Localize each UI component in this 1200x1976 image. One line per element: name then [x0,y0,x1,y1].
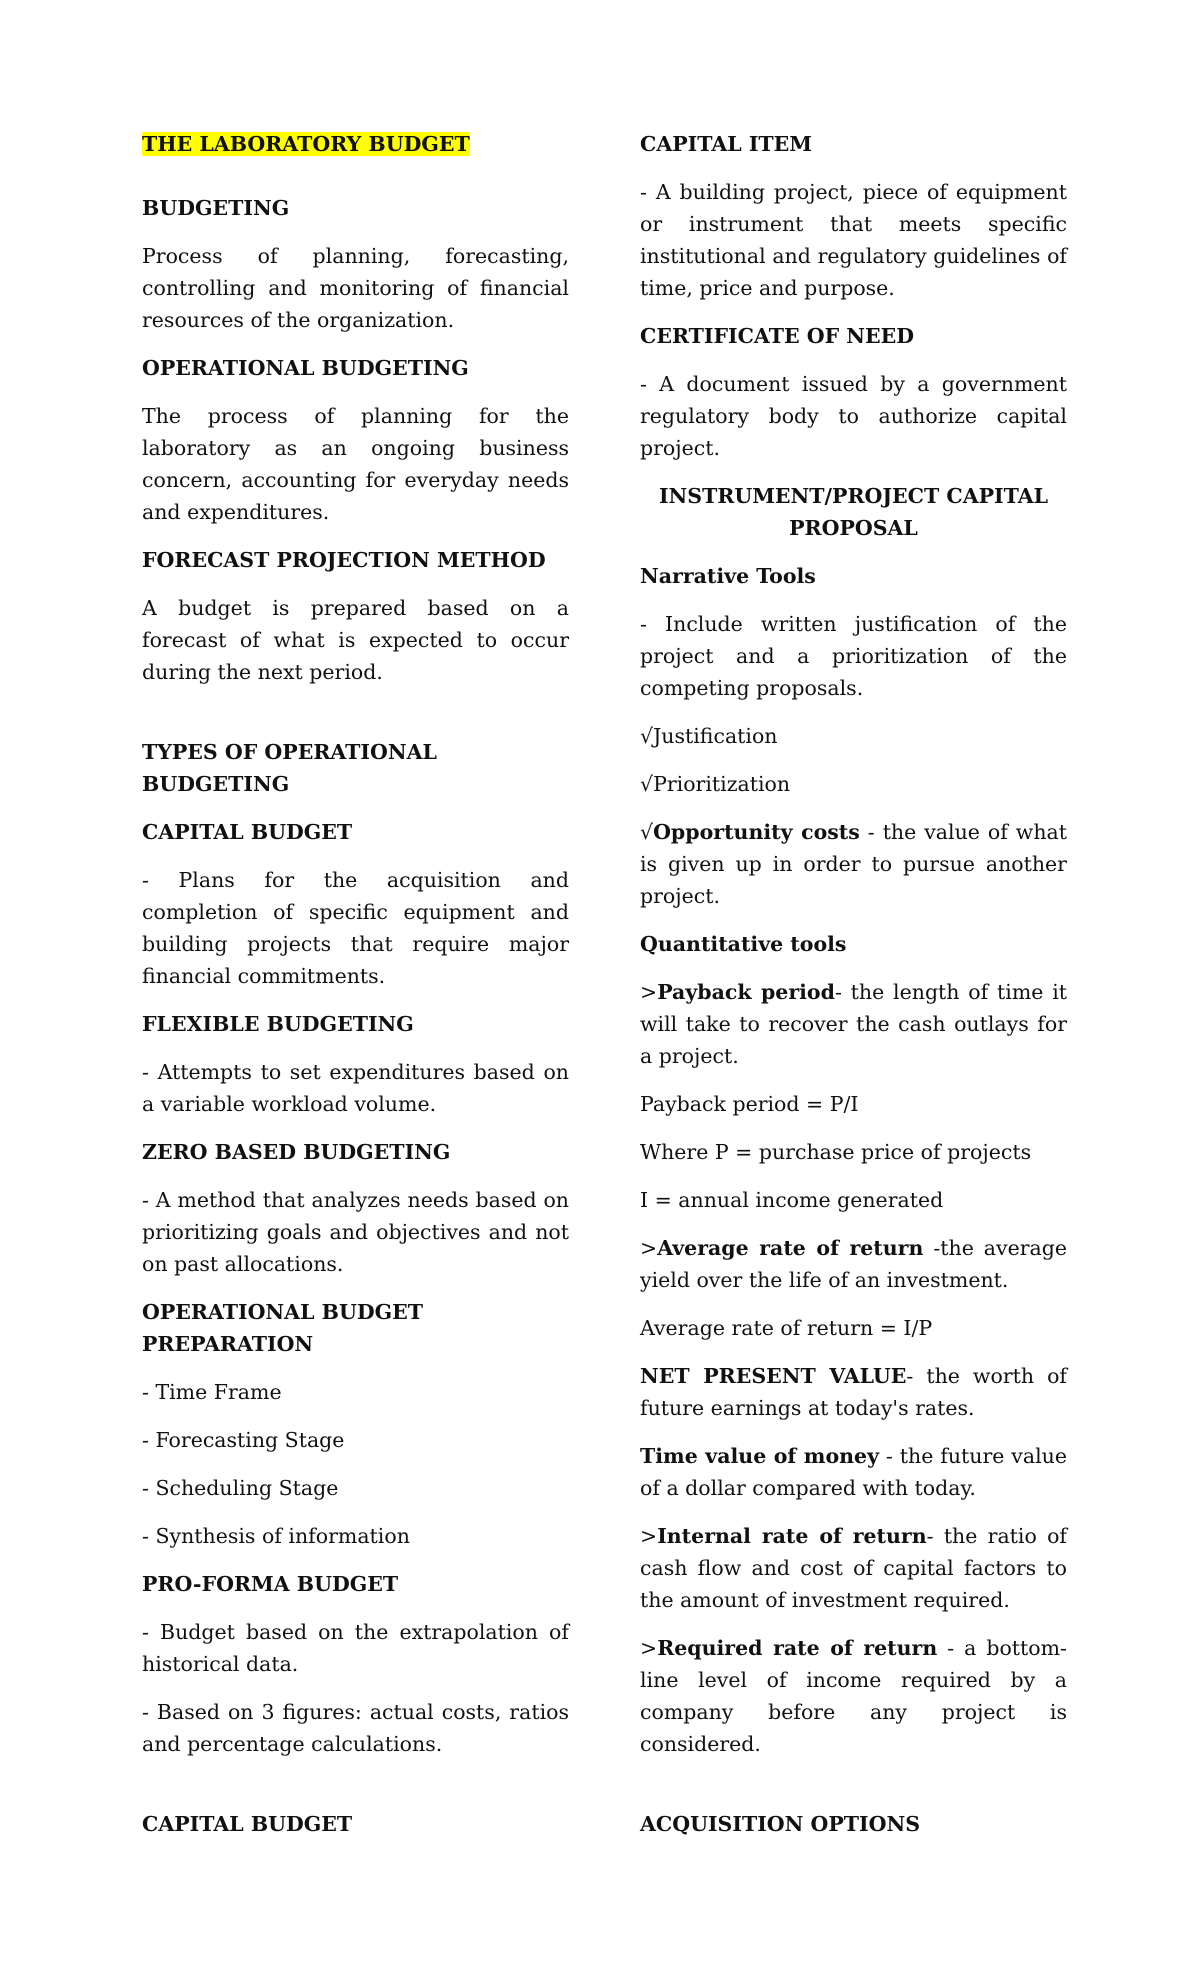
where-p: Where P = purchase price of projects [640,1140,1032,1164]
payback-period: >Payback period- the length of time it will take to recover the cash outlays for a project. [640,980,1067,1068]
list-item: - Scheduling Stage [142,1476,339,1500]
internal-rate-of-return: >Internal rate of return- the ratio of cash flow and cost of capital factors to the amount of investment required. [640,1524,1067,1612]
flexible-text: - Attempts to set expenditures based on a variable workload volume. [142,1060,569,1116]
zero-based-text: - A method that analyzes needs based on prioritizing goals and objectives and not on past allocations. [142,1188,569,1276]
capital-budget-text: - Plans for the acquisition and completion of specific equipment and building projects that require major financial commitments. [142,868,569,988]
capital-item-text: - A building project, piece of equipment or instrument that meets specific institutional and regulatory guidelines of time, price and purpose. [640,180,1067,300]
flexible-heading: FLEXIBLE BUDGETING [142,1012,414,1036]
quantitative-heading: Quantitative tools [640,932,847,956]
forecast-heading: FORECAST PROJECTION METHOD [142,548,546,572]
proforma-text-1: - Budget based on the extrapolation of historical data. [142,1620,569,1676]
acquisition-heading: ACQUISITION OPTIONS [640,1812,921,1836]
proforma-text-2: - Based on 3 figures: actual costs, ratios and percentage calculations. [142,1700,569,1756]
required-rate-of-return: >Required rate of return - a bottom-line level of income required by a company before any project is considered. [640,1636,1067,1756]
list-item: - Synthesis of information [142,1524,410,1548]
capital-budget-heading: CAPITAL BUDGET [142,820,353,844]
narrative-heading: Narrative Tools [640,564,816,588]
net-present-value: NET PRESENT VALUE- the worth of future earnings at today's rates. [640,1364,1067,1420]
certificate-text: - A document issued by a government regulatory body to authorize capital project. [640,372,1067,460]
budgeting-text: Process of planning, forecasting, controlling and monitoring of financial resources of the organization. [142,244,569,332]
narrative-text: - Include written justification of the project and a prioritization of the competing proposals. [640,612,1067,700]
right-column [640,128,1067,1856]
payback-formula: Payback period = P/I [640,1092,859,1116]
operational-budgeting-heading: OPERATIONAL BUDGETING [142,356,469,380]
certificate-heading: CERTIFICATE OF NEED [640,324,915,348]
document-title: THE LABORATORY BUDGET [142,132,470,156]
capital-budget-heading-2: CAPITAL BUDGET [142,1812,353,1836]
zero-based-heading: ZERO BASED BUDGETING [142,1140,451,1164]
left-column [142,128,569,1856]
preparation-heading: OPERATIONAL BUDGET PREPARATION [142,1300,423,1356]
list-item: - Forecasting Stage [142,1428,345,1452]
arr-formula: Average rate of return = I/P [640,1316,933,1340]
proforma-heading: PRO-FORMA BUDGET [142,1572,399,1596]
time-value-of-money: Time value of money - the future value of a dollar compared with today. [640,1444,1067,1500]
types-heading: TYPES OF OPERATIONAL BUDGETING [142,740,437,796]
check-prioritization: √Prioritization [640,772,791,796]
i-definition: I = annual income generated [640,1188,944,1212]
average-rate-of-return: >Average rate of return -the average yield over the life of an investment. [640,1236,1067,1292]
operational-budgeting-text: The process of planning for the laboratory as an ongoing business concern, accounting for everyday needs and expenditures. [142,404,569,524]
budgeting-heading: BUDGETING [142,196,290,220]
capital-item-heading: CAPITAL ITEM [640,132,812,156]
proposal-heading: INSTRUMENT/PROJECT CAPITAL PROPOSAL [658,484,1049,540]
opportunity-costs: √Opportunity costs - the value of what is given up in order to pursue another project. [640,820,1067,908]
forecast-text: A budget is prepared based on a forecast of what is expected to occur during the next period. [142,596,569,684]
check-justification: √Justification [640,724,778,748]
list-item: - Time Frame [142,1380,282,1404]
